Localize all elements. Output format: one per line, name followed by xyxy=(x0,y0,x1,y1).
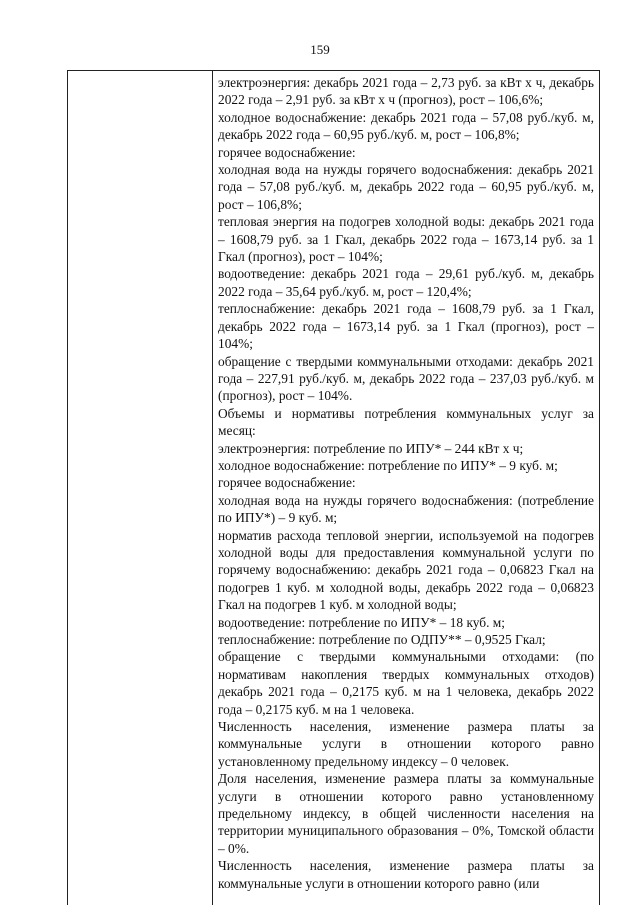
paragraph-cold-water-tariff: холодное водоснабжение: декабрь 2021 года – 57,08 руб./куб. м, декабрь 2022 года – 60,95 руб./куб. м, рост – 106,8%; xyxy=(218,109,594,143)
paragraph-volumes-heading: Объемы и нормативы потребления коммунальных услуг за месяц: xyxy=(218,405,594,439)
paragraph-electricity-volume: электроэнергия: потребление по ИПУ* – 244 кВт х ч; xyxy=(218,440,524,456)
paragraph-hot-water-volume-heading: горячее водоснабжение: xyxy=(218,475,356,491)
paragraph-hot-water-heading: горячее водоснабжение: xyxy=(218,144,356,160)
paragraph-cold-water-volume: холодное водоснабжение: потребление по ИПУ* – 9 куб. м; xyxy=(218,457,558,473)
paragraph-electricity-tariff: электроэнергия: декабрь 2021 года – 2,73 руб. за кВт х ч, декабрь 2022 года – 2,91 руб. за кВт х ч (прогноз), рост – 106,6%; xyxy=(218,75,594,108)
paragraph-waste-volume: обращение с твердыми коммунальными отходами: (по нормативам накопления твердых коммунальных отходов) декабрь 2021 года – 0,2175 куб. м на 1 человека, декабрь 2022 года – 0,2175 куб. м на 1 человека. xyxy=(218,649,594,717)
paragraph-heat-supply-tariff: теплоснабжение: декабрь 2021 года – 1608,79 руб. за 1 Гкал, декабрь 2022 года – 1673,14 руб. за 1 Гкал (прогноз), рост – 104%; xyxy=(218,301,594,352)
paragraph-hot-water-cold-component-volume: холодная вода на нужды горячего водоснабжения: (потребление по ИПУ*) – 9 куб. м; xyxy=(218,492,594,526)
table-right-column xyxy=(213,71,599,905)
paragraph-heat-supply-volume: теплоснабжение: потребление по ОДПУ** – 0,9525 Гкал; xyxy=(218,632,546,647)
paragraph-sewerage-tariff: водоотведение: декабрь 2021 года – 29,61 руб./куб. м, декабрь 2022 года – 35,64 руб./куб. м, рост – 120,4%; xyxy=(218,266,594,299)
paragraph-population-equal-index: Численность населения, изменение размера платы за коммунальные услуги в отношении которого равно установленному предельному индексу – 0 человек. xyxy=(218,719,594,769)
document-table xyxy=(67,70,600,905)
paragraph-waste-tariff: обращение с твердыми коммунальными отходами: декабрь 2021 года – 227,91 руб./куб. м, декабрь 2022 года – 237,03 руб./куб. м (прогноз), рост – 104%. xyxy=(218,353,594,404)
page-number: 159 xyxy=(310,42,330,57)
paragraph-heating-water-tariff: тепловая энергия на подогрев холодной воды: декабрь 2021 года – 1608,79 руб. за 1 Гкал, декабрь 2022 года – 1673,14 руб. за 1 Гкал (прогноз), рост – 104%; xyxy=(218,214,594,265)
table-left-column xyxy=(68,71,213,905)
paragraph-heat-energy-norm: норматив расхода тепловой энергии, используемой на подогрев холодной воды для предоставления коммунальной услуги по горячему водоснабжению: декабрь 2021 года – 0,06823 Гкал на подогрев 1 куб. м холодной воды, декабрь 2022 года – 0,06823 Гкал на подогрев 1 куб. м холодной воды; xyxy=(218,527,594,613)
paragraph-hot-water-cold-component-tariff: холодная вода на нужды горячего водоснабжения: декабрь 2021 года – 57,08 руб./куб. м, декабрь 2022 года – 60,95 руб./куб. м, рост – 106,8%; xyxy=(218,162,594,212)
paragraph-population-share: Доля населения, изменение размера платы за коммунальные услуги в отношении которого равно установленному предельному индексу, в общей численности населения на территории муниципального образования – 0%, Томской области – 0%. xyxy=(218,771,594,856)
paragraph-population-equal-or-continued: Численность населения, изменение размера платы за коммунальные услуги в отношении которого равно (или xyxy=(218,858,594,891)
paragraph-sewerage-volume: водоотведение: потребление по ИПУ* – 18 куб. м; xyxy=(218,614,505,630)
